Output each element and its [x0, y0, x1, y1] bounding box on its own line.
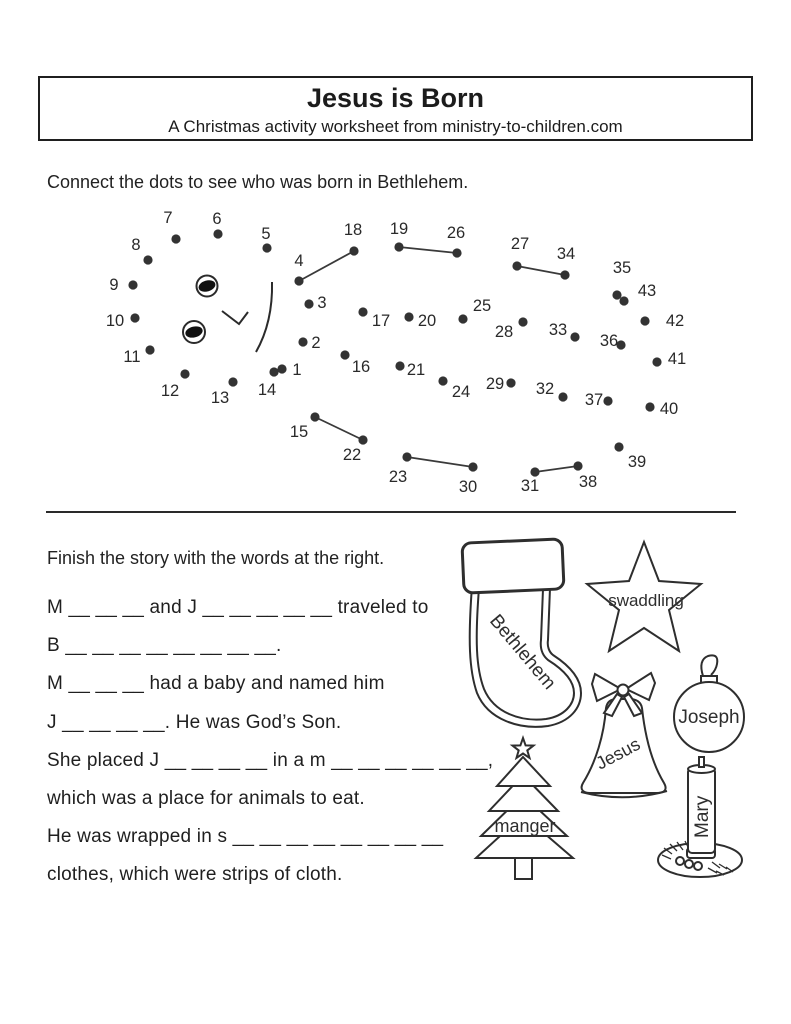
candle-wick [699, 757, 704, 767]
dot-number-7: 7 [163, 209, 173, 227]
dot-number-9: 9 [109, 276, 119, 294]
tree-graphic [476, 738, 573, 879]
dot-number-22: 22 [342, 446, 362, 464]
dot-number-24: 24 [451, 383, 471, 401]
connect-dots-instruction: Connect the dots to see who was born in Bethlehem. [47, 172, 469, 192]
star-word: swaddling [608, 591, 684, 610]
dot-number-1: 1 [292, 361, 302, 379]
candle-word: Mary [692, 795, 713, 838]
dot-number-12: 12 [160, 382, 180, 400]
dot-number-40: 40 [659, 400, 679, 418]
dot-number-35: 35 [612, 259, 632, 277]
dot-number-2: 2 [311, 334, 321, 352]
dot-number-31: 31 [520, 477, 540, 495]
dot-number-14: 14 [257, 381, 277, 399]
tree-word: manger [494, 816, 556, 836]
star-graphic [587, 542, 701, 651]
ornament-word: Joseph [678, 707, 740, 728]
dot-number-19: 19 [389, 220, 409, 238]
dot-number-5: 5 [261, 225, 271, 243]
bell-word: Jesus [592, 733, 644, 774]
story-line: B __ __ __ __ __ __ __ __. [47, 635, 282, 657]
story-line: J __ __ __ __. He was God’s Son. [47, 711, 342, 733]
dot-number-3: 3 [317, 294, 327, 312]
dot-number-32: 32 [535, 380, 555, 398]
dot-number-26: 26 [446, 224, 466, 242]
page-title: Jesus is Born [306, 83, 485, 113]
story-line: M __ __ __ had a baby and named him [47, 673, 385, 695]
dot-number-23: 23 [388, 468, 408, 486]
story-line: He was wrapped in s __ __ __ __ __ __ __ __ [47, 826, 444, 848]
story-line: which was a place for animals to eat. [47, 787, 365, 809]
dot-number-18: 18 [343, 221, 363, 239]
dot-number-20: 20 [417, 312, 437, 330]
stocking-graphic [462, 539, 581, 727]
dot-number-17: 17 [371, 312, 391, 330]
dot-number-39: 39 [627, 453, 647, 471]
dot-number-42: 42 [665, 312, 685, 330]
ornament-graphic [674, 655, 744, 752]
story-line: M __ __ __ and J __ __ __ __ __ traveled to [47, 597, 429, 618]
dot-number-25: 25 [472, 297, 492, 315]
dot-number-36: 36 [599, 332, 619, 350]
dot-number-28: 28 [494, 323, 514, 341]
bell-graphic [581, 673, 667, 797]
dot-number-30: 30 [458, 478, 478, 496]
dot-number-34: 34 [556, 245, 576, 263]
dot-number-29: 29 [485, 375, 505, 393]
dot-number-11: 11 [123, 348, 141, 366]
dot-number-41: 41 [667, 350, 687, 368]
page-subtitle: A Christmas activity worksheet from ministry-to-children.com [168, 117, 623, 136]
dot-number-8: 8 [131, 236, 141, 254]
dot-number-33: 33 [548, 321, 568, 339]
dot-number-6: 6 [212, 210, 222, 228]
story-instruction: Finish the story with the words at the right. [47, 548, 385, 568]
dot-number-4: 4 [294, 252, 304, 270]
dot-number-15: 15 [289, 423, 309, 441]
story-line: She placed J __ __ __ __ in a m __ __ __ __ __ __, [47, 749, 494, 771]
dot-number-16: 16 [351, 358, 371, 376]
dot-number-10: 10 [105, 312, 125, 330]
dot-number-38: 38 [578, 473, 598, 491]
dot-number-27: 27 [510, 235, 530, 253]
dot-number-13: 13 [210, 389, 230, 407]
dot-number-37: 37 [584, 391, 604, 409]
candle-graphic [658, 757, 742, 877]
dot-number-43: 43 [637, 282, 657, 300]
stocking-word: Bethlehem [485, 610, 560, 694]
story-line: clothes, which were strips of cloth. [47, 864, 343, 886]
dot-number-21: 21 [406, 361, 426, 379]
